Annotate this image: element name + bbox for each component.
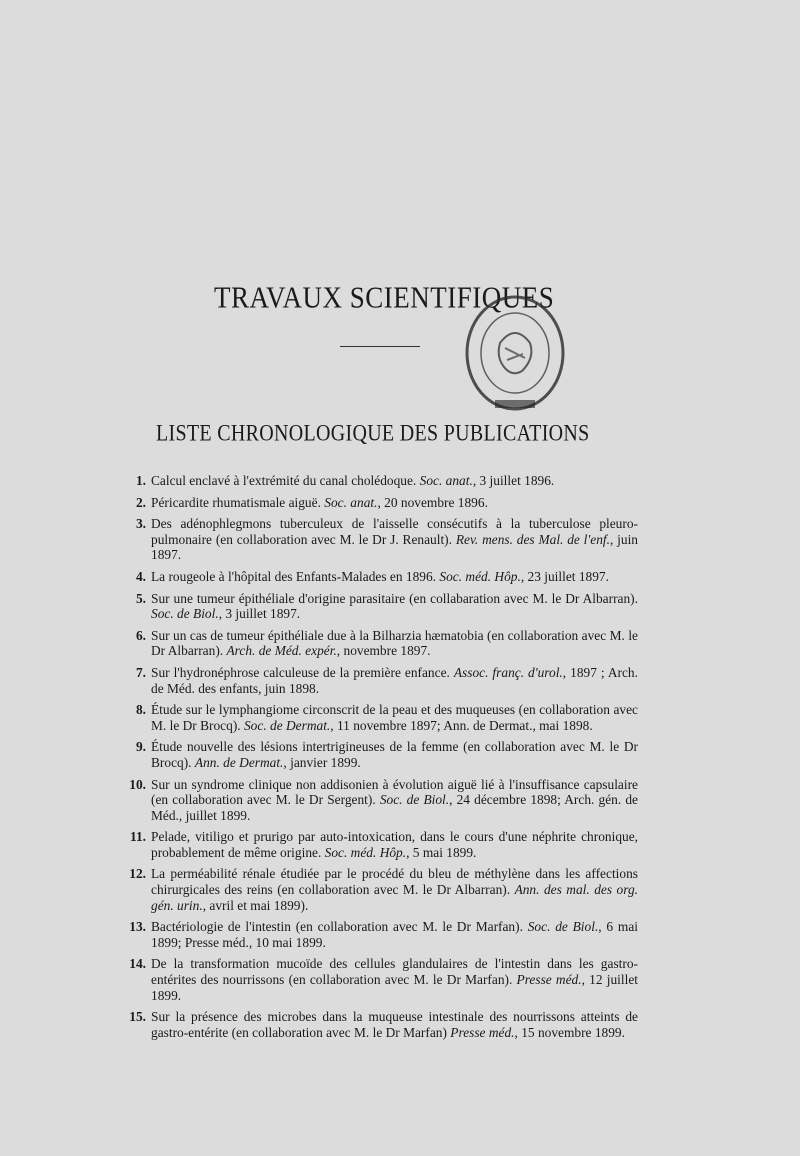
publication-source: Soc. de Dermat. — [243, 717, 331, 733]
publication-item — [118, 919, 638, 950]
publication-item — [118, 866, 638, 913]
publication-item — [118, 495, 638, 511]
publication-item — [118, 473, 638, 489]
title-divider — [340, 346, 420, 347]
publication-source: Assoc. franç. d'urol. — [453, 664, 563, 680]
publication-number: 6. — [135, 627, 146, 643]
publication-item — [118, 777, 638, 824]
publication-text: Étude nouvelle des lésions intertrigineuses de la femme (en collaboration avec M. le Dr Brocq). Ann. de Dermat., janvier 1899. — [151, 739, 638, 770]
publication-source: Ann. de Dermat. — [194, 754, 284, 770]
publication-source: Soc. méd. Hôp. — [439, 568, 521, 584]
publication-source: Soc. de Biol. — [379, 792, 450, 808]
publication-source: Soc. méd. Hôp. — [324, 844, 407, 860]
publication-number: 8. — [135, 702, 146, 718]
page-title: TRAVAUX SCIENTIFIQUES — [214, 280, 555, 315]
publication-text: La perméabilité rénale étudiée par le procédé du bleu de méthylène dans les affections chirurgicales des reins (en collaboration avec M. le Dr Albarran). Ann. des mal. des org. gén. urin., avril et mai 1899). — [151, 866, 638, 913]
publication-source: Soc. anat. — [324, 494, 378, 510]
publication-item — [118, 516, 638, 563]
publication-number: 12. — [129, 866, 146, 882]
publication-item — [118, 569, 638, 585]
publication-text: La rougeole à l'hôpital des Enfants-Malades en 1896. Soc. méd. Hôp., 23 juillet 1897. — [151, 568, 609, 584]
publication-source: Presse méd. — [450, 1024, 515, 1040]
publication-source: Soc. de Biol. — [527, 919, 599, 935]
publication-item — [118, 829, 638, 860]
publication-text: Sur un cas de tumeur épithéliale due à la Bilharzia hæmatobia (en collaboration avec M. le Dr Albarran). Arch. de Méd. expér., novembre 1897. — [151, 627, 638, 659]
publication-number: 14. — [129, 956, 146, 972]
publication-source: Arch. de Méd. expér. — [226, 643, 337, 659]
publication-item — [118, 739, 638, 770]
publication-item — [118, 591, 638, 622]
publication-source: Soc. de Biol. — [151, 606, 219, 622]
publication-list — [118, 473, 638, 1046]
publication-text: De la transformation mucoïde des cellules glandulaires de l'intestin dans les gastro-entérites des nourrissons (en collaboration avec M. le Dr Marfan). Presse méd., 12 juillet 1899. — [151, 956, 638, 1003]
publication-source: Rev. mens. des Mal. de l'enf. — [455, 531, 610, 547]
publication-text: Des adénophlegmons tuberculeux de l'aisselle consécutifs à la tuberculose pleuro-pulmonaire (en collaboration avec M. le Dr J. Renault). Rev. mens. des Mal. de l'enf., juin 1897. — [151, 516, 638, 563]
publication-text: Sur un syndrome clinique non addisonien à évolution aiguë lié à l'insuffisance capsulaire (en collaboration avec M. le Dr Sergent). Soc. de Biol., 24 décembre 1898; Arch. gén. de Méd., juillet 1899. — [151, 776, 638, 823]
publication-item — [118, 702, 638, 733]
publication-number: 3. — [135, 516, 146, 532]
section-subtitle: LISTE CHRONOLOGIQUE DES PUBLICATIONS — [156, 421, 590, 447]
publication-source: Presse méd. — [516, 972, 582, 988]
publication-text: Pelade, vitiligo et prurigo par auto-intoxication, dans le cours d'une néphrite chronique, probablement de même origine. Soc. méd. Hôp., 5 mai 1899. — [151, 829, 638, 860]
library-stamp-seal — [455, 288, 575, 418]
publication-text: Calcul enclavé à l'extrémité du canal cholédoque. Soc. anat., 3 juillet 1896. — [151, 473, 555, 488]
publication-number: 10. — [129, 776, 146, 792]
publication-item — [118, 956, 638, 1003]
publication-number: 13. — [129, 919, 146, 935]
publication-number: 1. — [135, 473, 146, 488]
publication-number: 4. — [135, 568, 146, 584]
publication-number: 2. — [135, 494, 146, 510]
publication-text: Sur la présence des microbes dans la muqueuse intestinale des nourrissons atteints de gastro-entérite (en collaboration avec M. le Dr Marfan) Presse méd., 15 novembre 1899. — [151, 1009, 638, 1040]
publication-text: Bactériologie de l'intestin (en collaboration avec M. le Dr Marfan). Soc. de Biol., 6 mai 1899; Presse méd., 10 mai 1899. — [151, 919, 638, 950]
publication-number: 7. — [135, 664, 146, 680]
publication-text: Péricardite rhumatismale aiguë. Soc. anat., 20 novembre 1896. — [151, 494, 488, 510]
publication-source: Ann. des mal. des org. gén. urin. — [151, 882, 638, 913]
publication-number: 5. — [135, 590, 146, 606]
publication-item — [118, 665, 638, 696]
publication-text: Étude sur le lymphangiome circonscrit de la peau et des muqueuses (en collaboration avec M. le Dr Brocq). Soc. de Dermat., 11 novembre 1897; Ann. de Dermat., mai 1898. — [151, 702, 638, 733]
publication-item — [118, 1009, 638, 1040]
publication-item — [118, 628, 638, 659]
publication-number: 9. — [135, 739, 146, 755]
publication-number: 11. — [130, 829, 146, 845]
publication-text: Sur l'hydronéphrose calculeuse de la première enfance. Assoc. franç. d'urol., 1897 ; Arch. de Méd. des enfants, juin 1898. — [151, 664, 638, 696]
publication-source: Soc. anat. — [419, 473, 473, 488]
publication-text: Sur une tumeur épithéliale d'origine parasitaire (en collabaration avec M. le Dr Albarran). Soc. de Biol., 3 juillet 1897. — [151, 590, 638, 622]
publication-number: 15. — [129, 1009, 146, 1025]
